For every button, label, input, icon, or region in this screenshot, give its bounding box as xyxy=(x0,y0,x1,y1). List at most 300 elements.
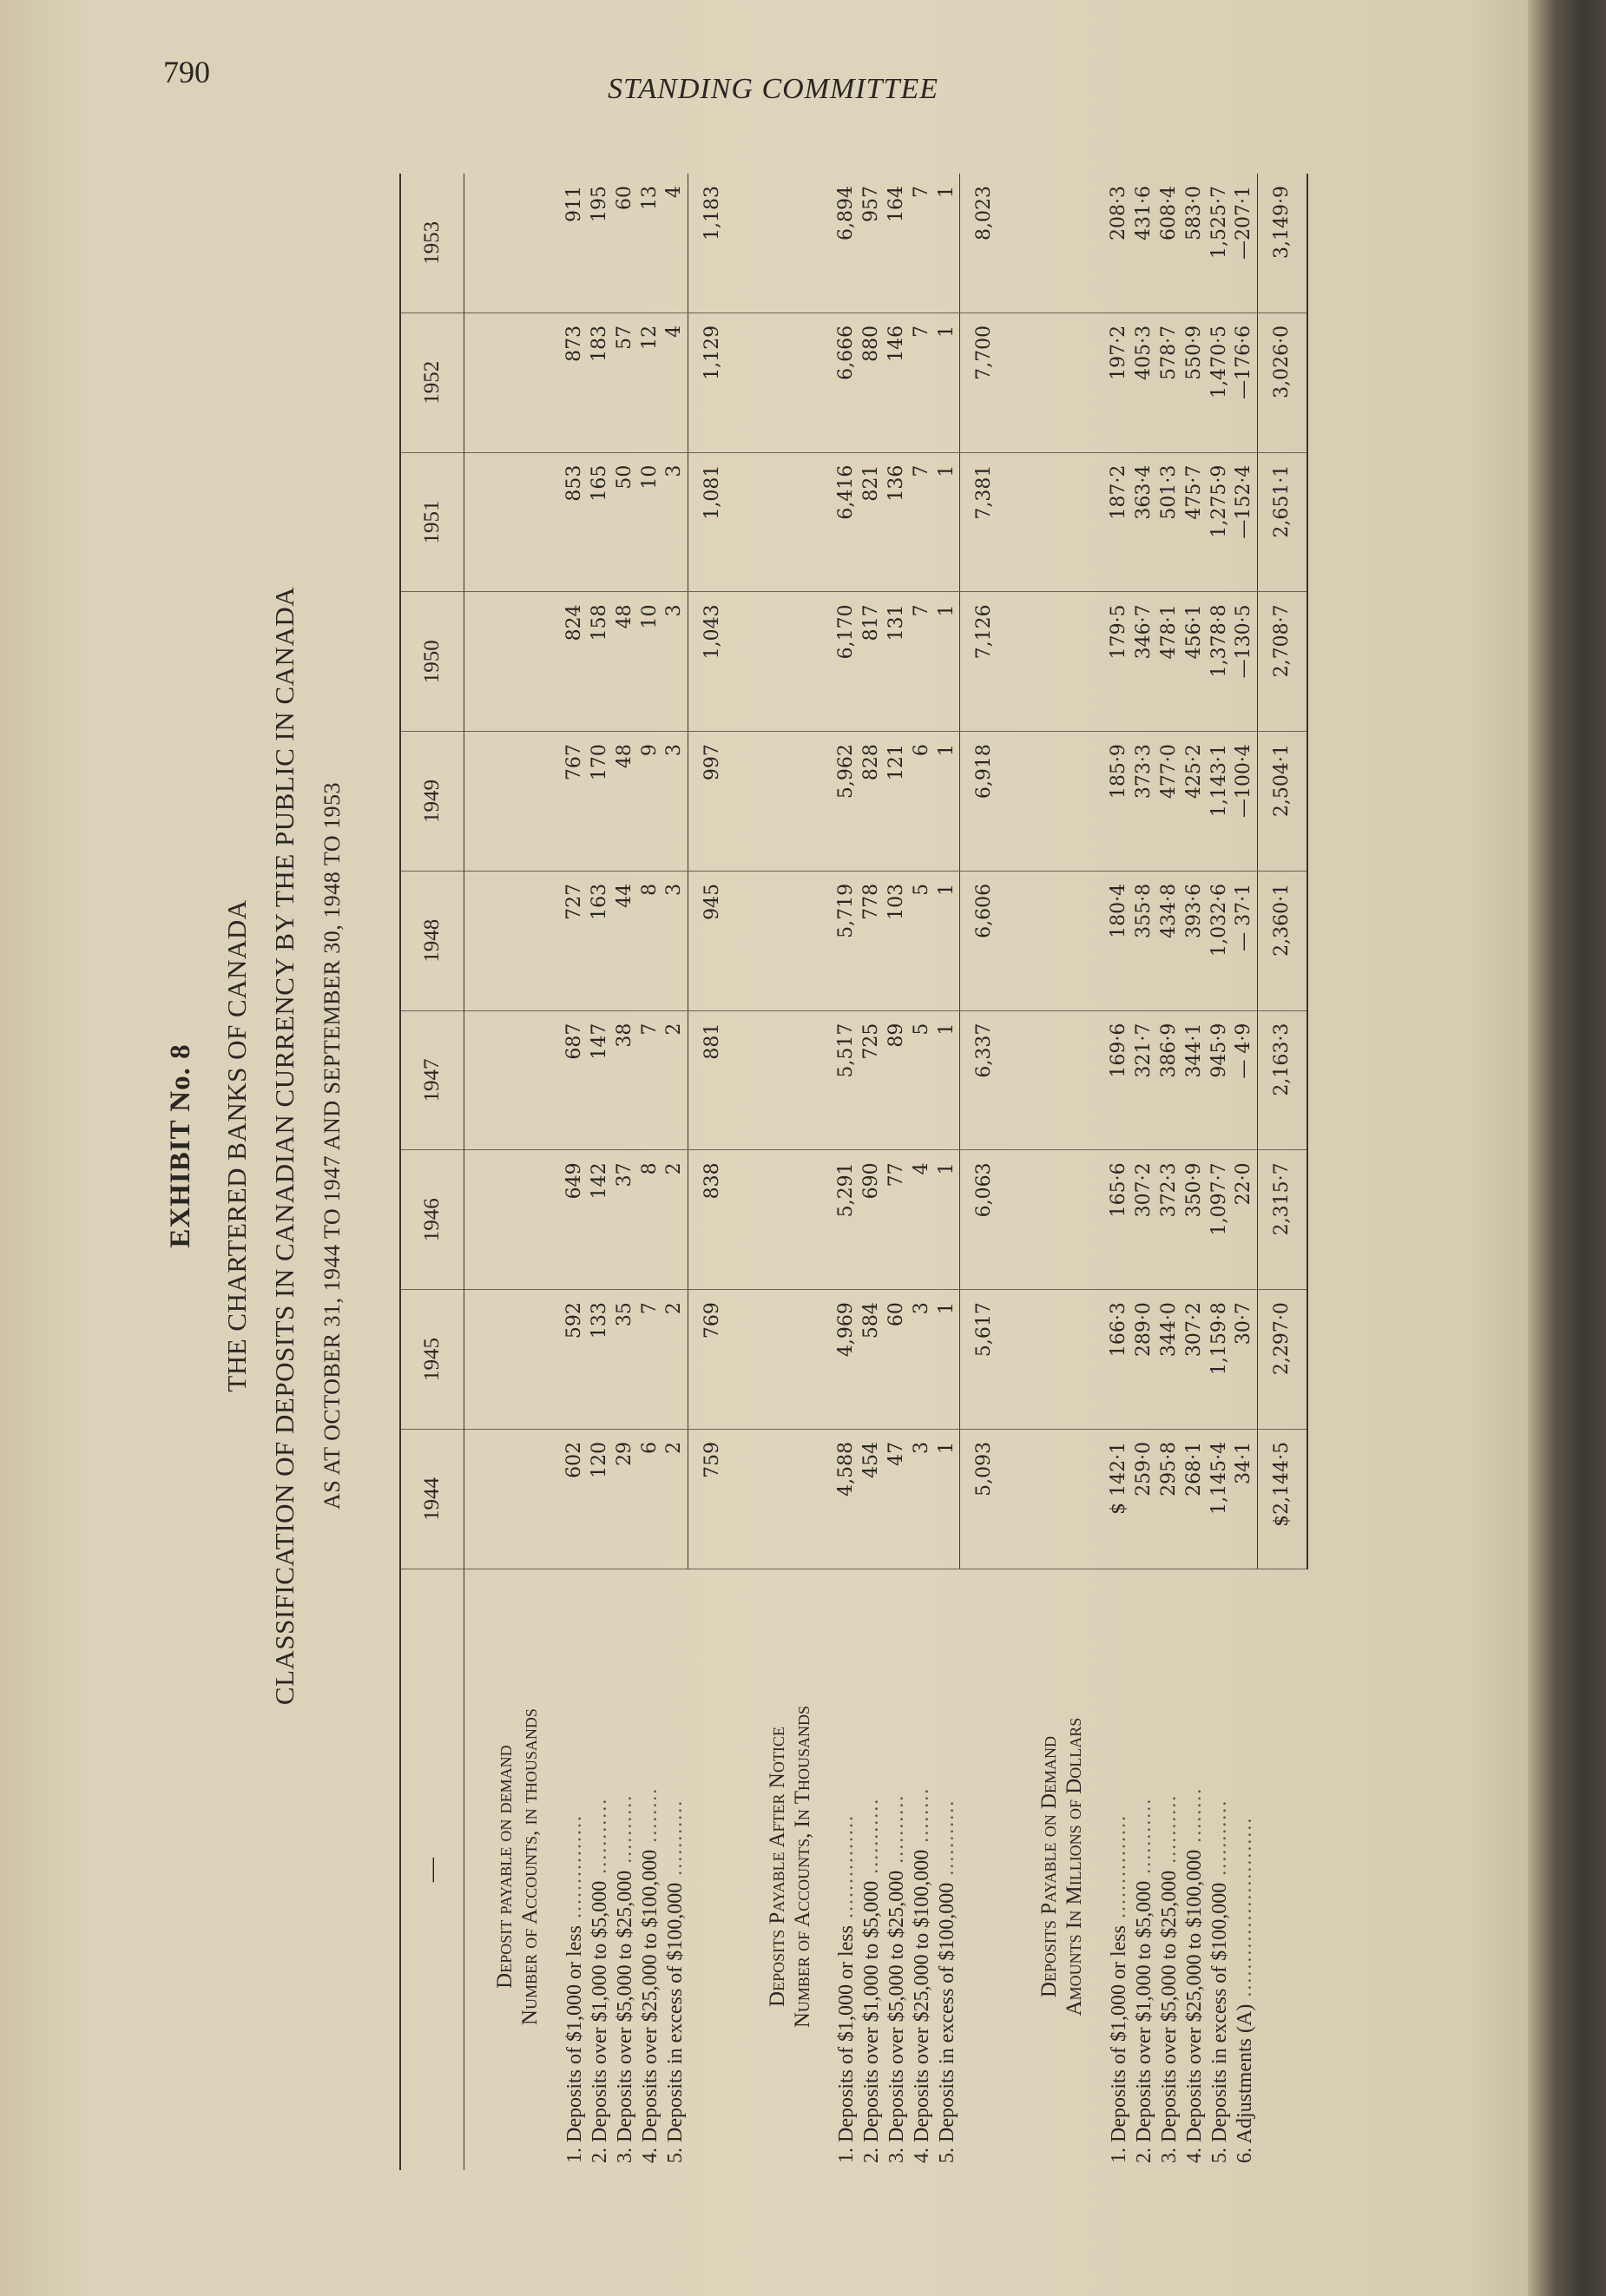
total-row xyxy=(688,174,737,2170)
table-cell: 584 xyxy=(859,1290,885,1430)
exhibit-title: THE CHARTERED BANKS OF CANADA xyxy=(221,899,252,1392)
table-cell: 2 xyxy=(662,1010,688,1150)
table-cell: 393·6 xyxy=(1181,871,1207,1010)
book-spine xyxy=(1528,0,1606,2296)
empty-cell xyxy=(737,1010,834,1150)
row-label-text: 2. Deposits over $1,000 to $5,000 xyxy=(860,1880,883,2163)
row-label-text: 5. Deposits in excess of $100,000 xyxy=(663,1882,687,2163)
table-cell: 2 xyxy=(662,1429,688,1569)
table-cell: 179·5 xyxy=(1106,592,1131,732)
total-cell: 2,163·3 xyxy=(1257,1010,1307,1150)
table-cell: 578·7 xyxy=(1156,312,1181,452)
empty-cell xyxy=(1009,174,1106,312)
table-cell: 158 xyxy=(587,592,612,732)
table-cell: 3 xyxy=(910,1290,935,1430)
year-header: 1948 xyxy=(400,871,464,1010)
table-cell: 425·2 xyxy=(1181,732,1207,872)
table-cell: 911 xyxy=(562,174,587,312)
table-cell: 9 xyxy=(637,732,662,872)
table-cell: 289·0 xyxy=(1131,1290,1156,1430)
table-cell: 142 xyxy=(587,1150,612,1290)
table-cell: 3 xyxy=(910,1429,935,1569)
section-heading-line1: Deposits Payable After Notice xyxy=(765,1727,789,2007)
total-label xyxy=(960,1569,1010,2170)
year-header: 1950 xyxy=(400,592,464,732)
table-header-row xyxy=(400,174,464,2170)
table-cell: 6,170 xyxy=(834,592,859,732)
row-label-text: 4. Deposits over $25,000 to $100,000 xyxy=(1182,1849,1206,2163)
table-cell: 1,159·8 xyxy=(1207,1290,1232,1430)
table-cell: 5 xyxy=(910,1010,935,1150)
table-cell: 89 xyxy=(885,1010,910,1150)
table-cell: 3 xyxy=(662,871,688,1010)
row-label xyxy=(910,1569,935,2170)
total-cell: 1,129 xyxy=(688,312,737,452)
table-cell: 1,143·1 xyxy=(1207,732,1232,872)
table-cell: 195 xyxy=(587,174,612,312)
empty-cell xyxy=(1009,1290,1106,1430)
leader-dots: .......... xyxy=(1157,1793,1181,1871)
table-cell: 821 xyxy=(859,452,885,592)
table-row xyxy=(834,174,859,2170)
table-cell: 478·1 xyxy=(1156,592,1181,732)
table-cell: 7 xyxy=(910,452,935,592)
deposits-table xyxy=(399,174,1308,2170)
total-cell: 2,360·1 xyxy=(1257,871,1307,1010)
table-cell: 454 xyxy=(859,1429,885,1569)
total-cell: 997 xyxy=(688,732,737,872)
total-label xyxy=(1257,1569,1307,2170)
row-label xyxy=(1131,1569,1156,2170)
row-label-text: 2. Deposits over $1,000 to $5,000 xyxy=(588,1880,611,2163)
total-label xyxy=(688,1569,737,2170)
table-cell: 208·3 xyxy=(1106,174,1131,312)
section-heading-line1: Deposits Payable on Demand xyxy=(1037,1736,1061,1998)
table-cell: 8 xyxy=(637,1150,662,1290)
table-cell: 6,894 xyxy=(834,174,859,312)
row-label-text: 2. Deposits over $1,000 to $5,000 xyxy=(1132,1880,1155,2163)
table-row xyxy=(1181,174,1207,2170)
table-cell: 945·9 xyxy=(1207,1010,1232,1150)
table-cell: 649 xyxy=(562,1150,587,1290)
table-cell: 30·7 xyxy=(1232,1290,1257,1430)
table-cell: 880 xyxy=(859,312,885,452)
table-cell: $ 142·1 xyxy=(1106,1429,1131,1569)
table-cell: 1 xyxy=(935,312,960,452)
table-cell: 550·9 xyxy=(1181,312,1207,452)
total-row xyxy=(1257,174,1307,2170)
leader-dots: .......................... xyxy=(1233,1816,1256,2004)
stub-header: — xyxy=(400,1569,464,2170)
empty-cell xyxy=(464,592,563,732)
row-label xyxy=(834,1569,859,2170)
table-cell: 103 xyxy=(885,871,910,1010)
total-cell: 8,023 xyxy=(960,174,1010,312)
table-cell: 170 xyxy=(587,732,612,872)
table-cell: 372·3 xyxy=(1156,1150,1181,1290)
table-cell: 4,969 xyxy=(834,1290,859,1430)
table-cell: 22·0 xyxy=(1232,1150,1257,1290)
table-cell: 687 xyxy=(562,1010,587,1150)
total-cell: 6,606 xyxy=(960,871,1010,1010)
total-cell: 1,183 xyxy=(688,174,737,312)
row-label xyxy=(587,1569,612,2170)
total-cell: 2,651·1 xyxy=(1257,452,1307,592)
table-cell: — 37·1 xyxy=(1232,871,1257,1010)
table-cell: 1,470·5 xyxy=(1207,312,1232,452)
total-cell: 1,043 xyxy=(688,592,737,732)
row-label-text: 6. Adjustments (A) xyxy=(1233,2003,1256,2163)
row-label-text: 1. Deposits of $1,000 or less xyxy=(835,1925,858,2163)
table-cell: 363·4 xyxy=(1131,452,1156,592)
empty-cell xyxy=(737,1150,834,1290)
table-cell: 2 xyxy=(662,1150,688,1290)
table-cell: 853 xyxy=(562,452,587,592)
table-cell: 344·1 xyxy=(1181,1010,1207,1150)
table-cell: 373·3 xyxy=(1131,732,1156,872)
table-cell: 2 xyxy=(662,1290,688,1430)
table-cell: 5,291 xyxy=(834,1150,859,1290)
row-label-text: 3. Deposits over $5,000 to $25,000 xyxy=(885,1870,908,2163)
table-cell: 7 xyxy=(910,592,935,732)
table-cell: 47 xyxy=(885,1429,910,1569)
leader-dots: ........... xyxy=(1132,1797,1155,1881)
row-label-text: 1. Deposits of $1,000 or less xyxy=(563,1925,586,2163)
table-cell: 5 xyxy=(910,871,935,1010)
empty-cell xyxy=(464,452,563,592)
total-cell: 6,918 xyxy=(960,732,1010,872)
table-body xyxy=(464,174,1307,2170)
row-label-text: 4. Deposits over $25,000 to $100,000 xyxy=(911,1849,933,2163)
table-cell: —130·5 xyxy=(1232,592,1257,732)
leader-dots: ........... xyxy=(663,1799,687,1883)
table-cell: 1,525·7 xyxy=(1207,174,1232,312)
total-cell: 7,700 xyxy=(960,312,1010,452)
empty-cell xyxy=(464,1010,563,1150)
row-label-text: 5. Deposits in excess of $100,000 xyxy=(936,1882,958,2163)
section-heading xyxy=(737,1569,834,2170)
table-cell: 29 xyxy=(612,1429,637,1569)
leader-dots: ............... xyxy=(563,1814,586,1926)
table-row xyxy=(1156,174,1181,2170)
year-header: 1949 xyxy=(400,732,464,872)
section-heading-line1: Deposit payable on demand xyxy=(493,1745,517,1989)
empty-cell xyxy=(737,312,834,452)
table-cell: 1,097·7 xyxy=(1207,1150,1232,1290)
table-cell: 386·9 xyxy=(1156,1010,1181,1150)
table-cell: 164 xyxy=(885,174,910,312)
table-cell: 817 xyxy=(859,592,885,732)
row-label xyxy=(1156,1569,1181,2170)
table-cell: 608·4 xyxy=(1156,174,1181,312)
table-cell: 1 xyxy=(935,732,960,872)
exhibit-label: EXHIBIT No. 8 xyxy=(165,1043,196,1248)
year-header: 1947 xyxy=(400,1010,464,1150)
row-label xyxy=(935,1569,960,2170)
total-cell: 5,093 xyxy=(960,1429,1010,1569)
table-cell: 346·7 xyxy=(1131,592,1156,732)
leader-dots: ........... xyxy=(588,1797,611,1881)
table-cell: 456·1 xyxy=(1181,592,1207,732)
exhibit-subtitle: CLASSIFICATION OF DEPOSITS IN CANADIAN CURRENCY BY THE PUBLIC IN CANADA xyxy=(269,586,299,1706)
table-cell: 1 xyxy=(935,452,960,592)
leader-dots: ........ xyxy=(638,1786,661,1850)
leader-dots: .......... xyxy=(613,1793,636,1871)
table-row xyxy=(612,174,637,2170)
table-cell: 1 xyxy=(935,871,960,1010)
leader-dots: ........... xyxy=(1208,1799,1231,1883)
table-cell: 259·0 xyxy=(1131,1429,1156,1569)
table-cell: 48 xyxy=(612,732,637,872)
row-label xyxy=(662,1569,688,2170)
table-cell: 169·6 xyxy=(1106,1010,1131,1150)
table-cell: 4 xyxy=(662,312,688,452)
table-cell: 60 xyxy=(612,174,637,312)
row-label xyxy=(1232,1569,1257,2170)
table-cell: 1,275·9 xyxy=(1207,452,1232,592)
leader-dots: ............... xyxy=(835,1814,858,1926)
table-cell: 5,719 xyxy=(834,871,859,1010)
table-cell: —176·6 xyxy=(1232,312,1257,452)
table-cell: 57 xyxy=(612,312,637,452)
table-cell: 13 xyxy=(637,174,662,312)
table-cell: 136 xyxy=(885,452,910,592)
table-cell: 7 xyxy=(910,312,935,452)
row-label-text: 1. Deposits of $1,000 or less xyxy=(1107,1925,1130,2163)
empty-cell xyxy=(1009,592,1106,732)
section-heading-line2: Amounts In Millions of Dollars xyxy=(1063,1717,1086,2016)
section-heading xyxy=(464,1569,563,2170)
total-cell: 6,063 xyxy=(960,1150,1010,1290)
table-cell: 5,962 xyxy=(834,732,859,872)
year-header: 1946 xyxy=(400,1150,464,1290)
total-cell: 3,026·0 xyxy=(1257,312,1307,452)
exhibit-dates: AS AT OCTOBER 31, 1944 TO 1947 AND SEPTEMBER 30, 1948 TO 1953 xyxy=(319,781,345,1510)
table-cell: 165 xyxy=(587,452,612,592)
table-cell: 6 xyxy=(637,1429,662,1569)
year-header: 1944 xyxy=(400,1429,464,1569)
table-cell: 431·6 xyxy=(1131,174,1156,312)
table-cell: 1 xyxy=(935,1429,960,1569)
table-cell: 690 xyxy=(859,1150,885,1290)
empty-cell xyxy=(737,1429,834,1569)
table-cell: 295·8 xyxy=(1156,1429,1181,1569)
table-row xyxy=(662,174,688,2170)
table-cell: 3 xyxy=(662,452,688,592)
table-cell: 187·2 xyxy=(1106,452,1131,592)
table-cell: 434·8 xyxy=(1156,871,1181,1010)
table-cell: 121 xyxy=(885,732,910,872)
table-cell: 166·3 xyxy=(1106,1290,1131,1430)
table-cell: 38 xyxy=(612,1010,637,1150)
table-cell: 477·0 xyxy=(1156,732,1181,872)
table-cell: — 4·9 xyxy=(1232,1010,1257,1150)
table-cell: 120 xyxy=(587,1429,612,1569)
section-heading-line2: Number of Accounts, In Thousands xyxy=(790,1705,814,2029)
year-header: 1945 xyxy=(400,1290,464,1430)
empty-cell xyxy=(1009,1150,1106,1290)
table-cell: 767 xyxy=(562,732,587,872)
table-cell: 1,145·4 xyxy=(1207,1429,1232,1569)
empty-cell xyxy=(464,871,563,1010)
total-cell: 769 xyxy=(688,1290,737,1430)
section-heading-row xyxy=(737,174,834,2170)
table-row xyxy=(562,174,587,2170)
row-label xyxy=(1106,1569,1131,2170)
empty-cell xyxy=(464,1150,563,1290)
table-cell: 165·6 xyxy=(1106,1150,1131,1290)
table-cell: 180·4 xyxy=(1106,871,1131,1010)
row-label xyxy=(1207,1569,1232,2170)
table-cell: 828 xyxy=(859,732,885,872)
row-label-text: 3. Deposits over $5,000 to $25,000 xyxy=(1157,1870,1181,2163)
empty-cell xyxy=(1009,1010,1106,1150)
leader-dots: ........ xyxy=(911,1786,933,1850)
leader-dots: ........... xyxy=(936,1799,958,1883)
total-cell: 7,381 xyxy=(960,452,1010,592)
table-cell: 4,588 xyxy=(834,1429,859,1569)
empty-cell xyxy=(1009,312,1106,452)
year-header: 1952 xyxy=(400,312,464,452)
empty-cell xyxy=(737,452,834,592)
empty-cell xyxy=(737,871,834,1010)
table-row xyxy=(587,174,612,2170)
row-label xyxy=(562,1569,587,2170)
empty-cell xyxy=(464,732,563,872)
table-cell: 355·8 xyxy=(1131,871,1156,1010)
table-cell: 3 xyxy=(662,732,688,872)
table-cell: 1 xyxy=(935,174,960,312)
empty-cell xyxy=(1009,732,1106,872)
section-heading-row xyxy=(1009,174,1106,2170)
table-row xyxy=(637,174,662,2170)
table-row xyxy=(885,174,910,2170)
total-cell: 2,315·7 xyxy=(1257,1150,1307,1290)
row-label xyxy=(637,1569,662,2170)
table-cell: 147 xyxy=(587,1010,612,1150)
table-cell: 7 xyxy=(637,1010,662,1150)
table-cell: 1 xyxy=(935,592,960,732)
table-cell: 583·0 xyxy=(1181,174,1207,312)
table-cell: 268·1 xyxy=(1181,1429,1207,1569)
table-cell: 12 xyxy=(637,312,662,452)
table-cell: 185·9 xyxy=(1106,732,1131,872)
table-cell: 4 xyxy=(662,174,688,312)
leader-dots: .......... xyxy=(885,1793,908,1871)
table-cell: 501·3 xyxy=(1156,452,1181,592)
table-cell: 4 xyxy=(910,1150,935,1290)
table-cell: 34·1 xyxy=(1232,1429,1257,1569)
table-cell: 60 xyxy=(885,1290,910,1430)
table-cell: —152·4 xyxy=(1232,452,1257,592)
table-row xyxy=(1131,174,1156,2170)
table-cell: 725 xyxy=(859,1010,885,1150)
table-cell: —207·1 xyxy=(1232,174,1257,312)
table-cell: 824 xyxy=(562,592,587,732)
table-row xyxy=(1106,174,1131,2170)
empty-cell xyxy=(1009,452,1106,592)
table-cell: 5,517 xyxy=(834,1010,859,1150)
table-cell: 50 xyxy=(612,452,637,592)
row-label-text: 5. Deposits in excess of $100,000 xyxy=(1208,1882,1231,2163)
table-row xyxy=(1232,174,1257,2170)
table-cell: 163 xyxy=(587,871,612,1010)
empty-cell xyxy=(464,312,563,452)
table-cell: 873 xyxy=(562,312,587,452)
table-cell: 37 xyxy=(612,1150,637,1290)
empty-cell xyxy=(1009,871,1106,1010)
total-cell: 2,297·0 xyxy=(1257,1290,1307,1430)
table-cell: 48 xyxy=(612,592,637,732)
table-cell: 778 xyxy=(859,871,885,1010)
total-cell: 881 xyxy=(688,1010,737,1150)
empty-cell xyxy=(737,174,834,312)
table-row xyxy=(910,174,935,2170)
table-cell: 6 xyxy=(910,732,935,872)
total-cell: 2,504·1 xyxy=(1257,732,1307,872)
table-cell: 307·2 xyxy=(1181,1290,1207,1430)
year-header: 1951 xyxy=(400,452,464,592)
empty-cell xyxy=(1009,1429,1106,1569)
table-cell: 1 xyxy=(935,1290,960,1430)
table-row xyxy=(859,174,885,2170)
table-cell: 957 xyxy=(859,174,885,312)
table-cell: 183 xyxy=(587,312,612,452)
empty-cell xyxy=(737,592,834,732)
total-cell: 759 xyxy=(688,1429,737,1569)
empty-cell xyxy=(464,1290,563,1430)
table-cell: 1 xyxy=(935,1150,960,1290)
row-label xyxy=(885,1569,910,2170)
table-cell: 7 xyxy=(637,1290,662,1430)
section-heading-row xyxy=(464,174,563,2170)
page-number: 790 xyxy=(163,55,210,89)
table-row xyxy=(935,174,960,2170)
row-label-text: 4. Deposits over $25,000 to $100,000 xyxy=(638,1849,661,2163)
table-cell: 602 xyxy=(562,1429,587,1569)
table-cell: 44 xyxy=(612,871,637,1010)
table-cell: 3 xyxy=(662,592,688,732)
table-cell: 307·2 xyxy=(1131,1150,1156,1290)
total-cell: $2,144·5 xyxy=(1257,1429,1307,1569)
total-cell: 6,337 xyxy=(960,1010,1010,1150)
table-cell: 405·3 xyxy=(1131,312,1156,452)
table-cell: 8 xyxy=(637,871,662,1010)
empty-cell xyxy=(464,174,563,312)
table-cell: 146 xyxy=(885,312,910,452)
table-cell: 592 xyxy=(562,1290,587,1430)
table-cell: 1 xyxy=(935,1010,960,1150)
table-cell: 197·2 xyxy=(1106,312,1131,452)
empty-cell xyxy=(737,1290,834,1430)
section-heading xyxy=(1009,1569,1106,2170)
table-cell: 1,032·6 xyxy=(1207,871,1232,1010)
table-row xyxy=(1207,174,1232,2170)
rotated-exhibit xyxy=(139,104,1441,2187)
running-head: STANDING COMMITTEE xyxy=(608,73,938,105)
table-cell: 133 xyxy=(587,1290,612,1430)
total-cell: 2,708·7 xyxy=(1257,592,1307,732)
table-cell: 321·7 xyxy=(1131,1010,1156,1150)
row-label-text: 3. Deposits over $5,000 to $25,000 xyxy=(613,1870,636,2163)
table-cell: 131 xyxy=(885,592,910,732)
table-cell: 727 xyxy=(562,871,587,1010)
leader-dots: ........ xyxy=(1182,1786,1206,1850)
year-header: 1953 xyxy=(400,174,464,312)
total-cell: 3,149·9 xyxy=(1257,174,1307,312)
table-cell: 10 xyxy=(637,592,662,732)
total-cell: 1,081 xyxy=(688,452,737,592)
